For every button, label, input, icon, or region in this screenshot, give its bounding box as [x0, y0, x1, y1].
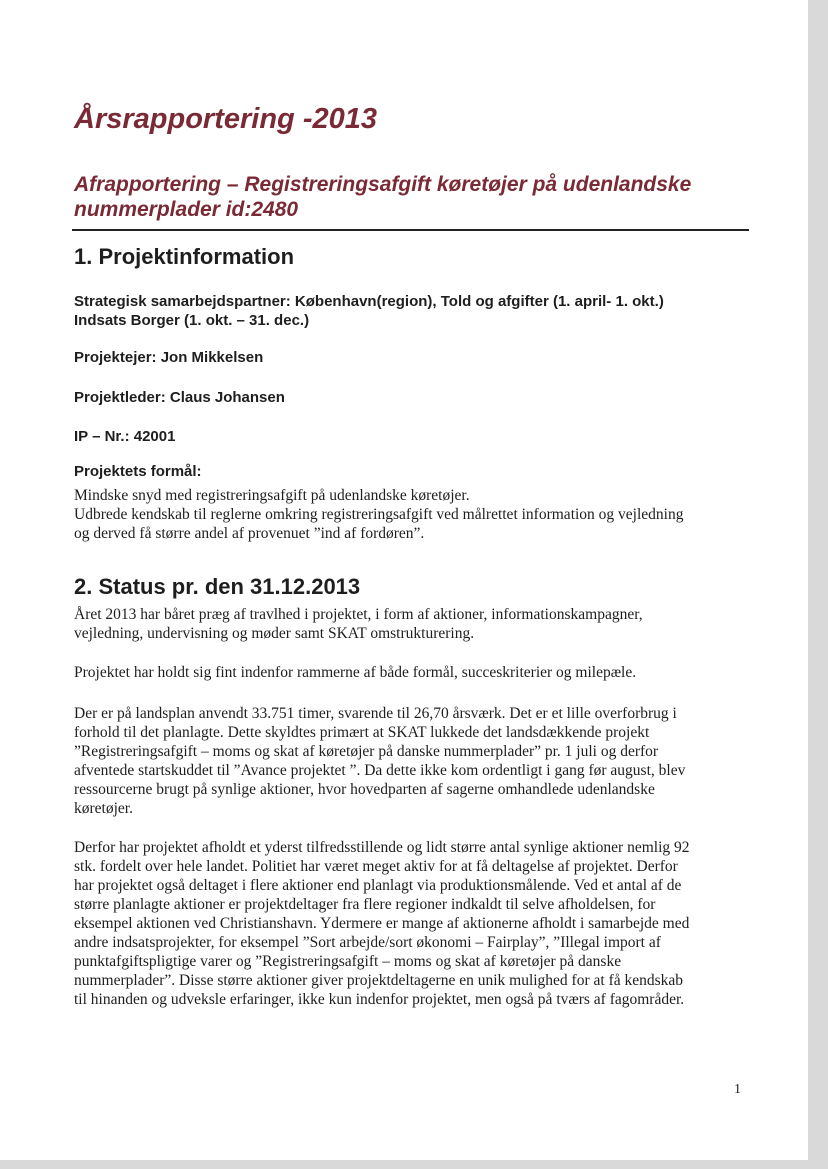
paragraph-line: forhold til det planlagte. Dette skyldtes primært at SKAT lukkede det landsdækkende projekt	[74, 724, 650, 741]
paragraph-line: ”Registreringsafgift – moms og skat af køretøjer på danske nummerplader” pr. 1 juli og derfor	[74, 743, 659, 760]
status-paragraph-3	[74, 704, 750, 818]
paragraph-line: vejledning, undervisning og møder samt SKAT omstrukturering.	[74, 625, 475, 642]
paragraph-line: køretøjer.	[74, 800, 133, 817]
purpose-line: Mindske snyd med registreringsafgift på udenlandske køretøjer.	[74, 487, 470, 504]
paragraph-line: eksempel aktionen ved Christianshavn. Ydermere er mange af aktionerne afholdt i samarbejde med	[74, 915, 690, 932]
paragraph-line: Projektet har holdt sig fint indenfor rammerne af både formål, succeskriterier og milepæle.	[74, 664, 637, 681]
ip-number-field: IP – Nr.: 42001	[74, 428, 176, 445]
purpose-label: Projektets formål:	[74, 463, 202, 480]
paragraph-line: punktafgiftspligtige varer og ”Registreringsafgift – moms og skat af køretøjer på danske	[74, 953, 622, 970]
purpose-line: Udbrede kendskab til reglerne omkring registreringsafgift ved målrettet information og vejledning	[74, 506, 684, 523]
report-subtitle: Afrapportering – Registreringsafgift køretøjer på udenlandske nummerplader id:2480	[74, 173, 692, 221]
leader-field: Projektleder: Claus Johansen	[74, 389, 285, 406]
report-title: Årsrapportering -2013	[74, 103, 377, 135]
paragraph-line: andre indsatsprojekter, for eksempel ”Sort arbejde/sort økonomi – Fairplay”, ”Illegal import af	[74, 934, 661, 951]
partner-field	[74, 292, 754, 330]
page-number: 1	[734, 1082, 741, 1097]
partner-line-1: Strategisk samarbejdspartner: København(region), Told og afgifter (1. april- 1. okt.)	[74, 293, 664, 310]
paragraph-line: har projektet også deltaget i flere aktioner end planlagt via produktionsmålende. Ved et antal af de	[74, 877, 682, 894]
paragraph-line: større planlagte aktioner er projektdeltager fra flere regioner indkaldt til selve afholdelsen, for	[74, 896, 656, 913]
owner-field: Projektejer: Jon Mikkelsen	[74, 349, 264, 366]
section-heading-status: 2. Status pr. den 31.12.2013	[74, 574, 361, 599]
purpose-text	[74, 486, 750, 543]
title-divider	[72, 229, 749, 231]
paragraph-line: til hinanden og udveksle erfaringer, ikke kun indenfor projektet, men også på tværs af fagområder.	[74, 991, 685, 1008]
paragraph-line: Derfor har projektet afholdt et yderst tilfredsstillende og lidt større antal synlige aktioner nemlig 92	[74, 839, 690, 856]
paragraph-line: afventede startskuddet til ”Avance projektet ”. Da dette ikke kom ordentligt i gang før august, blev	[74, 762, 686, 779]
purpose-line: og derved få større andel af provenuet ”ind af fordøren”.	[74, 525, 425, 542]
paragraph-line: stk. fordelt over hele landet. Politiet har været meget aktiv for at få deltagelse af projektet. Derfor	[74, 858, 678, 875]
status-paragraph-2	[74, 663, 750, 682]
paragraph-line: Året 2013 har båret præg af travlhed i projektet, i form af aktioner, informationskampagner,	[74, 606, 643, 623]
partner-line-2: Indsats Borger (1. okt. – 31. dec.)	[74, 312, 310, 329]
section-heading-projektinformation: 1. Projektinformation	[74, 244, 295, 269]
paragraph-line: ressourcerne brugt på synlige aktioner, hvor hovedparten af sagerne omhandlede udenlandske	[74, 781, 655, 798]
status-paragraph-4	[74, 838, 750, 1009]
paragraph-line: nummerplader”. Disse større aktioner giver projektdeltagerne en unik mulighed for at få kendskab	[74, 972, 684, 989]
status-paragraph-1	[74, 605, 750, 643]
paragraph-line: Der er på landsplan anvendt 33.751 timer, svarende til 26,70 årsværk. Det er et lille overforbrug i	[74, 705, 677, 722]
